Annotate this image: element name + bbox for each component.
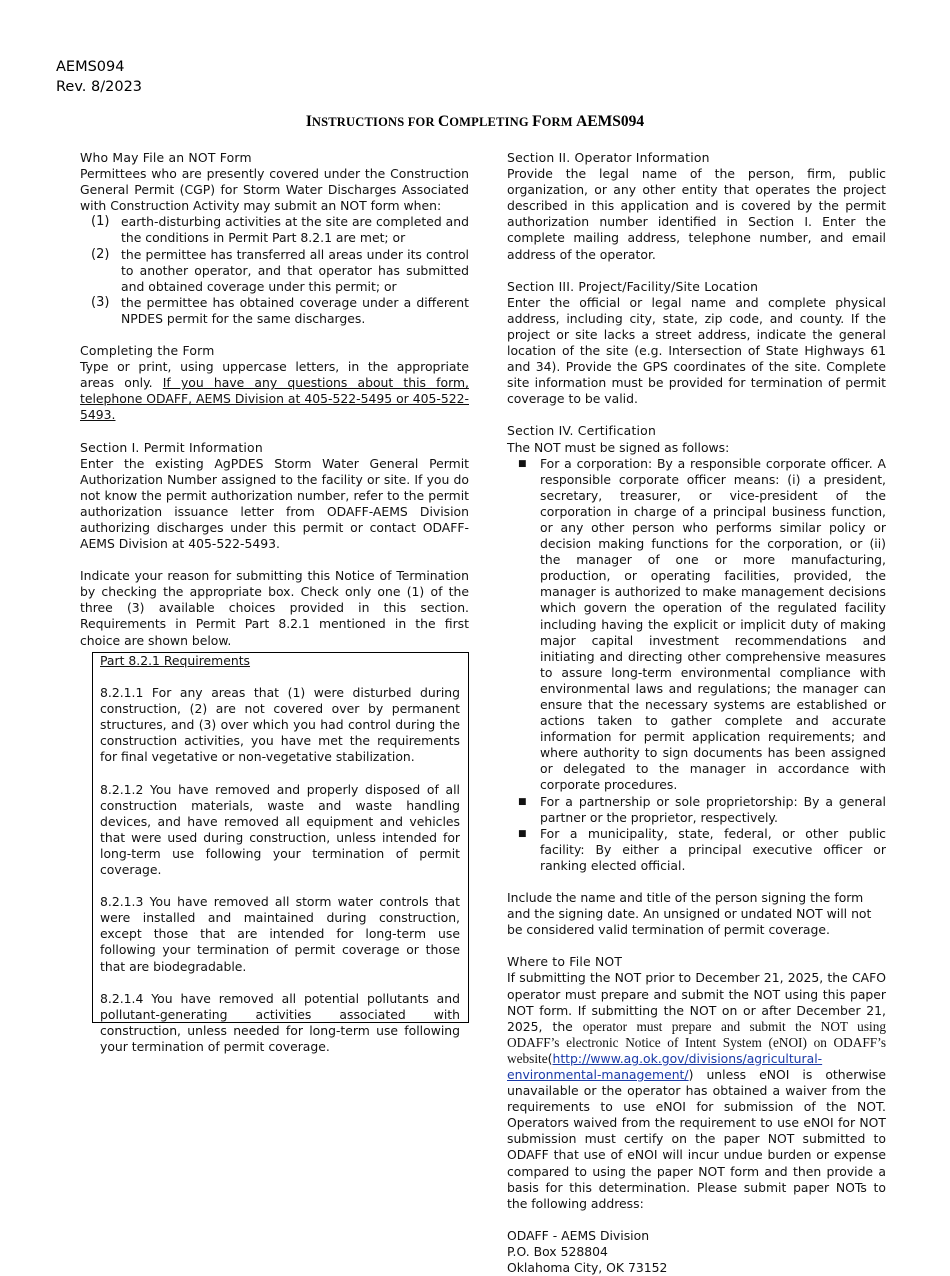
- form-header: [56, 57, 142, 97]
- left-column: [80, 150, 469, 649]
- who-may-file-heading: Who May File an NOT Form: [80, 150, 252, 165]
- list-item: ■ For a municipality, state, federal, or other public facility: By either a principal executive officer or ranking elected official.: [507, 826, 886, 874]
- list-item: (1) earth-disturbing activities at the site are completed and the conditions in Permit Part 8.2.1 are met; or: [91, 214, 469, 246]
- contact-phone-note: If you have any questions about this form, telephone ODAFF, AEMS Division at 405-522-5495 or 405-522-5493.: [80, 375, 469, 423]
- who-may-file-list: [80, 214, 469, 327]
- bullet-icon: ■: [518, 828, 527, 839]
- address-line: ODAFF - AEMS Division: [507, 1227, 650, 1243]
- requirements-heading: Part 8.2.1 Requirements: [100, 653, 251, 668]
- requirement-item: 8.2.1.1 For any areas that (1) were disturbed during construction, (2) are not covered over by permanent structures, and (3) over which you had control during the construction activities, you have met the requirements for final vegetative or non-vegetative stabilization.: [100, 685, 460, 765]
- bullet-icon: ■: [518, 458, 527, 469]
- certification-list: [507, 456, 886, 874]
- where-to-file-text: If submitting the NOT prior to December 21, 2025, the CAFO operator must prepare and submit the NOT using this paper NOT form. If submitting the NOT on or after December 21, 2025, the operator must prepare and submit the NOT using ODAFF’s electronic Notice of Intent System (eNOI) on ODAFF’s website(http://www.ag.ok.gov/divisions/agricultural-environmental-management/) unless eNOI is otherwise unavailable or the operator has obtained a waiver from the requirements to use eNOI for submission of the NOT. Operators waived from the requirement to use eNOI for NOT submission must certify on the paper NOT submitted to ODAFF that use of eNOI will incur undue burden or expense compared to using the paper NOT form and then provide a basis for this determination. Please submit paper NOTs to the following address:: [507, 970, 886, 1211]
- section1-text: Enter the existing AgPDES Storm Water General Permit Authorization Number assigned to the facility or site. If you do not know the permit authorization number, refer to the permit authorization issuance letter from ODAFF-AEMS Division authorizing discharges under this permit or contact ODAFF-AEMS Division at 405-522-5493.: [80, 455, 469, 552]
- section2-text: Provide the legal name of the person, firm, public organization, or any other entity that operates the project described in this application and is covered by the permit authorization number identified in Section I. Enter the complete mailing address, telephone number, and email address of the operator.: [507, 166, 886, 262]
- revision-date: Rev. 8/2023: [56, 79, 143, 95]
- requirement-item: 8.2.1.2 You have removed and properly disposed of all construction materials, waste and waste handling devices, and have removed all equipment and vehicles that were used during construction, unless intended for long-term use following your termination of permit coverage.: [100, 781, 460, 878]
- section4-heading: Section IV. Certification: [507, 423, 656, 439]
- odaff-website-link[interactable]: http://www.ag.ok.gov/divisions/agricultural-environmental-management/: [507, 1050, 823, 1082]
- completing-heading: Completing the Form: [80, 343, 215, 359]
- completing-text: Type or print, using uppercase letters, in the appropriate areas only. If you have any questions about this form, telephone ODAFF, AEMS Division at 405-522-5495 or 405-522-5493.: [80, 359, 469, 423]
- form-id: AEMS094: [56, 59, 125, 75]
- section1-heading: Section I. Permit Information: [80, 439, 263, 455]
- list-item: ■ For a partnership or sole proprietorship: By a general partner or the proprietor, respectively.: [507, 794, 886, 826]
- section2-heading: Section II. Operator Information: [507, 150, 710, 165]
- list-item: ■ For a corporation: By a responsible corporate officer. A responsible corporate officer means: (i) a president, secretary, treasurer, or vice-president of the corporation in charge of a principal business function, or any other person who performs similar policy or decision making functions for the corporation, or (ii) the manager of one or more manufacturing, production, or operating facilities, provided, the manager is authorized to make management decisions which govern the operation of the regulated facility including having the explicit or implicit duty of making major capital investment recommendations and initiating and directing other comprehensive measures to assure long-term environmental compliance with environmental laws and regulations; the manager can ensure that the necessary systems are established or actions taken to gather complete and accurate information for permit application requirements; and where authority to sign documents has been assigned or delegated to the manager in accordance with corporate procedures.: [507, 456, 886, 794]
- address-line: P.O. Box 528804: [507, 1243, 608, 1259]
- section4-closing: Include the name and title of the person signing the form and the signing date. An unsigned or undated NOT will not be considered valid termination of permit coverage.: [507, 890, 872, 938]
- where-to-file-heading: Where to File NOT: [507, 954, 623, 970]
- requirements-box: [92, 652, 469, 1054]
- list-item: (3) the permittee has obtained coverage under a different NPDES permit for the same discharges.: [91, 294, 469, 326]
- section4-intro: The NOT must be signed as follows:: [507, 439, 730, 455]
- page-title: INSTRUCTIONS FOR COMPLETING FORM AEMS094: [305, 113, 645, 130]
- requirement-item: 8.2.1.3 You have removed all storm water controls that were installed and maintained during construction, except those that are intended for long-term use following your termination of permit coverage or those that are biodegradable.: [100, 894, 460, 974]
- right-column: [507, 150, 886, 1276]
- who-may-file-intro: Permittees who are presently covered under the Construction General Permit (CGP) for Storm Water Discharges Associated with Construction Activity may submit an NOT form when:: [80, 166, 469, 214]
- address-line: Oklahoma City, OK 73152: [507, 1260, 668, 1275]
- section1-reason-text: Indicate your reason for submitting this Notice of Termination by checking the appropriate box. Check only one (1) of the three (3) available choices provided in this section. Requirements in Permit Part 8.2.1 mentioned in the first choice are shown below.: [80, 568, 469, 648]
- list-item: (2) the permittee has transferred all areas under its control to another operator, and that operator has submitted and obtained coverage under this permit; or: [91, 246, 469, 294]
- section3-text: Enter the official or legal name and complete physical address, including city, state, zip code, and county. If the project or site lacks a street address, indicate the general location of the site (e.g. Intersection of State Highways 61 and 34). Provide the GPS coordinates of the site. Complete site information must be provided for termination of permit coverage to be valid.: [507, 294, 886, 407]
- requirement-item: 8.2.1.4 You have removed all potential pollutants and pollutant-generating activities associated with construction, unless needed for long-term use following your termination of permit coverage.: [100, 990, 460, 1054]
- section3-heading: Section III. Project/Facility/Site Location: [507, 278, 759, 294]
- bullet-icon: ■: [518, 796, 527, 807]
- mailing-address: [507, 1228, 886, 1276]
